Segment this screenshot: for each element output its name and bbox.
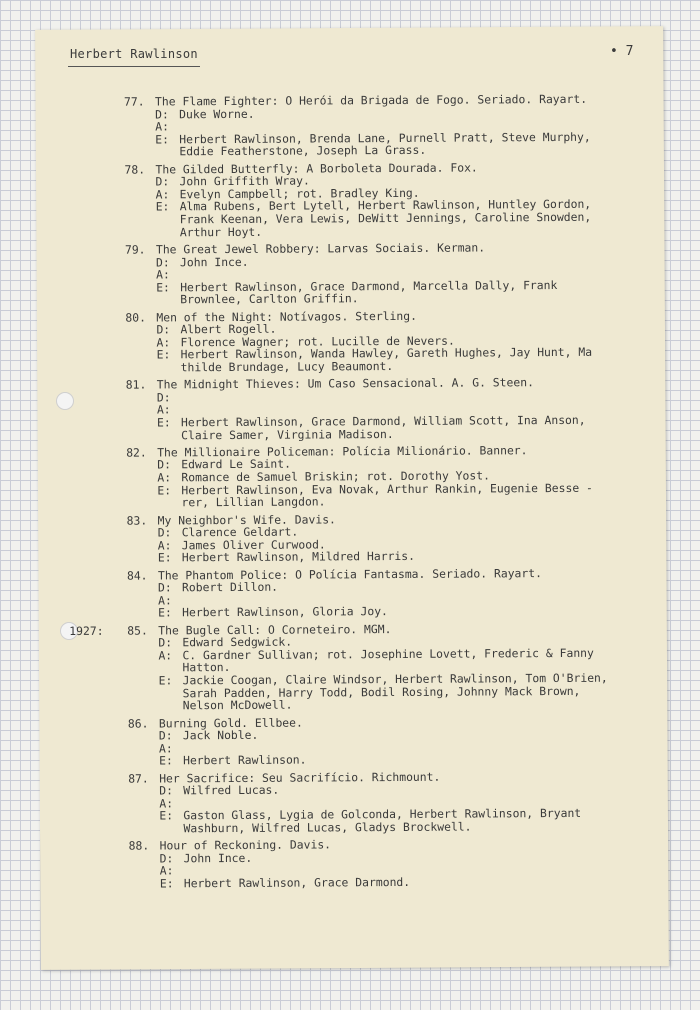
film-entry [71,837,671,891]
role-value: Florence Wagner; rot. Lucille de Nevers. [180,333,455,350]
role-line-e [157,426,668,442]
role-line-e [157,494,668,510]
role-value: John Griffith Wray. [179,173,310,189]
role-label: A: [155,187,170,202]
role-value: Herbert Rawlinson, Brenda Lane, Purnell Pratt, Steve Murphy, [179,129,591,147]
role-label: E: [156,280,170,295]
role-value: Edward Le Saint. [181,457,292,472]
role-value: Albert Rogell. [180,321,277,337]
role-label: D: [159,851,174,866]
role-value: Evelyn Campbell; rot. Bradley King. [179,185,420,202]
role-label: A: [155,119,169,134]
entry-number: 85. [127,623,148,638]
role-value: C. Gardner Sullivan; rot. Josephine Lovett, Frederic & Fanny [182,645,594,663]
entry-title: The Flame Fighter: O Herói da Brigada de Fogo. Seriado. Rayart. [154,91,588,109]
role-value: Hatton. [182,660,231,675]
role-value: Edward Sedgwick. [182,634,293,650]
role-label: A: [156,402,171,417]
entry-title: The Bugle Call: O Corneteiro. MGM. [158,621,392,638]
role-line-e [155,143,666,159]
role-label: A: [156,335,171,350]
role-line-e [158,604,669,620]
role-label: D: [157,580,172,595]
role-value: Arthur Hoyt. [179,224,263,239]
film-entry [69,566,669,620]
role-line-e [160,874,671,890]
film-entry [68,443,668,510]
role-label: D: [155,254,170,269]
entry-number: 77. [123,94,145,109]
role-value: Frank Keenan, Vera Lewis, DeWitt Jennings, Caroline Snowden, [179,209,592,227]
entry-title: The Great Jewel Robbery: Larvas Sociais. Kerman. [155,240,486,257]
role-value: Herbert Rawlinson, Gloria Joy. [182,604,388,620]
role-label: D: [156,390,171,405]
role-line-e [156,223,667,239]
role-label: E: [159,753,173,768]
role-value: Jack Noble. [182,727,259,743]
film-entry [66,160,666,239]
entry-number: 84. [126,568,148,583]
role-label: E: [157,550,172,565]
role-line-e [157,358,668,374]
role-value: Gaston Glass, Lygia de Golconda, Herbert Rawlinson, Bryant [183,806,582,823]
entry-number: 79. [124,242,146,257]
role-label: D: [159,783,174,798]
role-value: Claire Samer, Virginia Madison. [181,426,394,442]
role-line-e [158,549,669,565]
film-entry [70,714,670,768]
role-label: A: [158,741,173,756]
role-value: Herbert Rawlinson, Wanda Hawley, Gareth Hughes, Jay Hunt, Ma [180,345,593,362]
entry-number: 78. [124,162,146,177]
role-label: E: [155,132,170,147]
role-value: Washburn, Wilfred Lucas, Gladys Brockwell. [183,819,472,836]
film-entry [66,92,666,159]
role-value: Brownlee, Carlton Griffin. [180,291,359,307]
role-label: E: [157,483,172,498]
entry-title: Men of the Night: Notívagos. Sterling. [156,308,417,325]
entry-year: 1927: [69,623,104,638]
role-label: E: [158,605,172,620]
filmography-list [66,92,671,895]
role-value: Robert Dillon. [181,579,279,595]
role-label: A: [159,863,174,878]
role-line-e [159,752,670,768]
header-underline [68,66,200,67]
role-value: Wilfred Lucas. [183,782,280,798]
role-line-e [159,697,670,713]
entry-title: The Midnight Thieves: Um Caso Sensacional. A. G. Steen. [156,375,534,392]
role-label: D: [155,174,170,189]
film-entry [69,621,670,713]
entry-number: 86. [127,716,149,731]
entry-number: 83. [126,513,148,528]
entry-title: The Millionaire Policeman: Polícia Milionário. Banner. [157,443,528,460]
film-entry [67,308,667,375]
role-value: Sarah Padden, Harry Todd, Bodil Rosing, Johnny Mack Brown, [182,683,581,700]
film-entry [69,511,669,565]
role-label: E: [155,199,170,214]
role-line-e [159,819,670,835]
role-label: E: [159,808,174,823]
role-label: D: [158,728,173,743]
entry-number: 87. [128,771,149,786]
role-label: D: [157,457,172,472]
role-value: Jackie Coogan, Claire Windsor, Herbert Rawlinson, Tom O'Brien, [182,670,608,688]
role-label: E: [159,876,174,891]
entry-title: Burning Gold. Ellbee. [158,715,303,730]
entry-number: 82. [126,445,147,460]
role-label: E: [156,347,171,362]
role-label: A: [156,267,170,282]
role-value: Herbert Rawlinson. [183,752,307,768]
role-value: James Oliver Curwood. [181,537,326,553]
entry-title: Hour of Reckoning. Davis. [159,837,332,853]
entry-title: The Phantom Police: O Polícia Fantasma. Seriado. Rayart. [157,565,543,583]
entry-number: 80. [125,310,146,325]
role-label: E: [158,673,173,688]
role-value: Romance de Samuel Briskin; rot. Dorothy Yost. [181,468,490,485]
role-value: Herbert Rawlinson, Grace Darmond, Marcella Dally, Frank [180,277,558,294]
page-number: • 7 [610,44,634,59]
film-entry [68,376,668,443]
entry-title: The Gilded Butterfly: A Borboleta Dourada. Fox. [155,160,478,177]
role-value: Herbert Rawlinson, Grace Darmond. [183,874,411,891]
role-label: A: [159,796,174,811]
role-value: Clarence Geldart. [181,524,299,540]
role-line-e [156,291,667,307]
role-label: A: [157,538,172,553]
role-label: A: [158,648,173,663]
film-entry [67,240,667,307]
role-label: D: [157,525,172,540]
role-value: Herbert Rawlinson, Mildred Harris. [181,549,416,565]
role-label: E: [156,415,171,430]
entry-title: Her Sacrifice: Seu Sacrifício. Richmount. [159,769,441,786]
role-value: John Ince. [179,254,249,269]
film-entry [70,769,670,836]
role-value: rer, Lillian Langdon. [181,494,326,510]
entry-title: My Neighbor's Wife. Davis. [157,511,336,527]
entry-number: 81. [125,377,147,392]
role-value: Herbert Rawlinson, Eva Novak, Arthur Rankin, Eugenie Besse - [181,480,593,497]
role-value: Alma Rubens, Bert Lytell, Herbert Rawlinson, Huntley Gordon, [179,197,592,214]
role-label: A: [157,470,172,485]
role-value: Duke Worne. [179,106,255,121]
entry-number: 88. [128,838,150,853]
role-label: D: [156,322,171,337]
role-label: A: [158,593,172,608]
role-label: D: [158,635,173,650]
role-value: thilde Brundage, Lucy Beaumont. [180,358,394,375]
role-value: Eddie Featherstone, Joseph La Grass. [179,143,427,159]
header-name: Herbert Rawlinson [70,47,198,61]
role-value: Nelson McDowell. [182,697,293,713]
role-value: Herbert Rawlinson, Grace Darmond, William Scott, Ina Anson, [180,412,586,430]
role-label: D: [155,106,169,122]
role-value: John Ince. [183,850,253,866]
